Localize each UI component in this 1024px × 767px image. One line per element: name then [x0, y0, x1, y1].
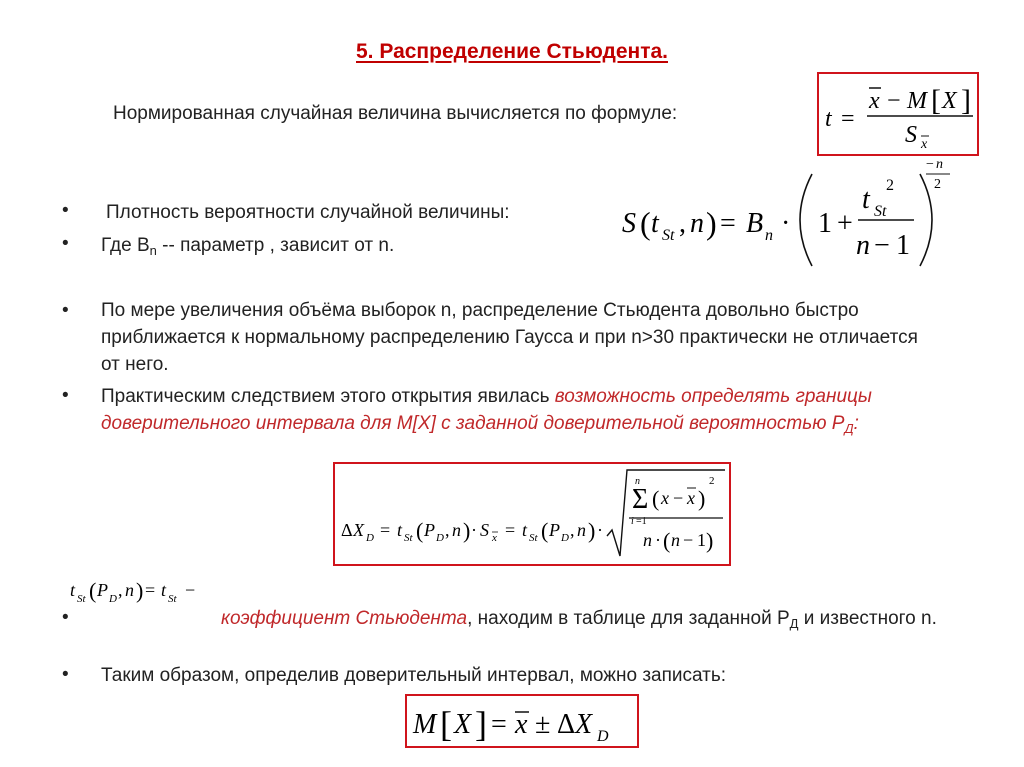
svg-text:t: t: [161, 580, 167, 600]
final-formula-box: [405, 694, 639, 748]
svg-text:n: n: [856, 230, 870, 261]
svg-text:[: [: [931, 84, 941, 117]
t-formula-box: [817, 72, 979, 156]
bullet-marker: •: [62, 607, 69, 628]
svg-text:): ): [706, 528, 714, 553]
svg-text:−: −: [673, 488, 684, 508]
svg-text:=1: =1: [636, 516, 647, 527]
svg-text:X: X: [942, 88, 957, 114]
svg-text:Δ: Δ: [341, 520, 353, 540]
svg-text:S: S: [622, 208, 636, 239]
svg-text:=: =: [380, 520, 391, 540]
coef-pre: , находим в таблице для заданной Р: [467, 608, 790, 629]
bullet-marker: •: [62, 664, 69, 685]
svg-text:·: ·: [781, 208, 791, 239]
svg-text:(: (: [663, 528, 671, 553]
where-text: [101, 232, 394, 264]
svg-text:): ): [463, 518, 471, 543]
svg-text:=: =: [145, 580, 156, 600]
svg-text:x: x: [687, 488, 695, 508]
svg-text:]: ]: [475, 704, 487, 744]
svg-text:P: P: [424, 520, 435, 540]
page-title: 5. Распределение Стьюдента.: [356, 40, 668, 63]
svg-text:D: D: [436, 532, 444, 544]
intro-text: Нормированная случайная величина вычисляется по формуле:: [113, 103, 678, 124]
svg-text:D: D: [109, 593, 117, 605]
density-text: Плотность вероятности случайной величины:: [106, 202, 510, 223]
svg-text:n: n: [671, 530, 680, 550]
svg-text:n: n: [635, 476, 640, 487]
svg-text:St: St: [874, 203, 887, 220]
svg-text:t: t: [397, 520, 403, 540]
delta-formula: [335, 464, 729, 564]
svg-text:,: ,: [570, 520, 575, 540]
svg-text:(: (: [89, 578, 97, 603]
practical-end: :: [853, 413, 859, 434]
svg-text:=: =: [841, 106, 855, 132]
svg-text:[: [: [440, 704, 452, 744]
svg-text:n: n: [765, 227, 773, 244]
svg-text:): ): [698, 486, 706, 511]
svg-text:X: X: [575, 709, 593, 740]
svg-text:n: n: [452, 520, 461, 540]
svg-text:,: ,: [679, 208, 686, 239]
svg-text:−: −: [874, 230, 890, 261]
svg-text:t: t: [651, 208, 659, 239]
svg-text:−: −: [926, 158, 934, 172]
svg-text:2: 2: [709, 475, 715, 487]
svg-text:X: X: [353, 520, 364, 540]
svg-text:t: t: [522, 520, 528, 540]
practical-pre: Практическим следствием этого открытия явилась: [101, 386, 555, 407]
svg-text:S: S: [480, 520, 489, 540]
coef-text: [101, 605, 961, 637]
svg-text:,: ,: [445, 520, 450, 540]
density-formula: [618, 158, 958, 270]
svg-text:S: S: [905, 122, 917, 148]
svg-text:St: St: [529, 532, 538, 544]
svg-text:1: 1: [896, 230, 910, 261]
svg-text:St: St: [662, 227, 675, 244]
svg-text:P: P: [549, 520, 560, 540]
svg-text:=: =: [505, 520, 516, 540]
svg-text:P: P: [97, 580, 108, 600]
svg-text:D: D: [561, 532, 569, 544]
svg-text:St: St: [77, 593, 86, 605]
svg-text:+: +: [837, 208, 853, 239]
svg-text:=: =: [720, 208, 736, 239]
svg-text:X: X: [454, 709, 472, 740]
svg-text:): ): [136, 578, 144, 603]
coef-emphasis: коэффициент Стьюдента: [221, 608, 468, 629]
svg-text:): ): [706, 205, 717, 241]
svg-text:D: D: [366, 532, 374, 544]
coef-post: и известного n.: [798, 608, 937, 629]
svg-text:1: 1: [818, 208, 832, 239]
svg-text:(: (: [640, 205, 651, 241]
svg-text:Σ: Σ: [632, 484, 649, 515]
svg-text:x: x: [661, 488, 669, 508]
practical-text: [101, 383, 961, 442]
coef-sub: Д: [789, 616, 799, 631]
svg-text:n: n: [125, 580, 134, 600]
svg-text:D: D: [597, 728, 609, 745]
thus-text: Таким образом, определив доверительный интервал, можно записать:: [101, 665, 727, 686]
svg-text:·: ·: [655, 530, 661, 550]
svg-text:n: n: [577, 520, 586, 540]
svg-text:]: ]: [961, 84, 971, 117]
bullet-marker: •: [62, 200, 69, 221]
svg-text:(: (: [652, 486, 660, 511]
where-pre: Где В: [101, 235, 150, 256]
svg-text:,: ,: [118, 580, 123, 600]
svg-text:x: x: [492, 532, 497, 544]
svg-text:−: −: [683, 530, 694, 550]
svg-text:t: t: [825, 106, 832, 132]
svg-text:): ): [588, 518, 596, 543]
svg-text:n: n: [690, 208, 704, 239]
svg-text:B: B: [746, 208, 764, 239]
delta-formula-box: [333, 462, 731, 566]
svg-text:M: M: [907, 88, 927, 114]
where-sub: n: [149, 243, 157, 258]
svg-text:(: (: [541, 518, 549, 543]
bullet-marker: •: [62, 233, 69, 254]
svg-text:x: x: [869, 88, 880, 114]
svg-text:1: 1: [697, 530, 706, 550]
svg-text:St: St: [168, 593, 177, 605]
practical-emphasis: возможность определять границы доверительного интервала для M[X] с заданной доверительной вероятностью P: [101, 386, 872, 434]
svg-text:n: n: [936, 158, 943, 172]
svg-text:x: x: [921, 137, 928, 152]
svg-text:·: ·: [597, 520, 603, 540]
svg-text:i: i: [631, 516, 634, 527]
svg-text:−: −: [887, 88, 901, 114]
svg-text:(: (: [416, 518, 424, 543]
svg-text:t: t: [862, 184, 870, 215]
svg-text:t: t: [70, 580, 76, 600]
where-post: -- параметр , зависит от n.: [156, 235, 395, 256]
sample-size-text: По мере увеличения объёма выборок n, распределение Стьюдента довольно быстро приближается к нормальному распределению Гаусса и при n>30 практически не отличается от него.: [101, 300, 918, 375]
svg-text:2: 2: [934, 177, 941, 192]
svg-text:·: ·: [471, 520, 477, 540]
svg-text:±: ±: [535, 709, 551, 740]
final-formula: [407, 696, 637, 746]
svg-text:−: −: [185, 580, 196, 600]
t-formula: [819, 74, 977, 154]
svg-text:2: 2: [886, 177, 894, 194]
svg-text:St: St: [404, 532, 413, 544]
bullet-marker: •: [62, 300, 69, 321]
practical-sub: Д: [844, 421, 854, 436]
svg-text:n: n: [643, 530, 652, 550]
svg-text:M: M: [413, 709, 437, 740]
svg-text:Δ: Δ: [557, 709, 576, 740]
svg-text:x: x: [515, 709, 528, 740]
svg-text:=: =: [491, 709, 507, 740]
bullet-marker: •: [62, 385, 69, 406]
